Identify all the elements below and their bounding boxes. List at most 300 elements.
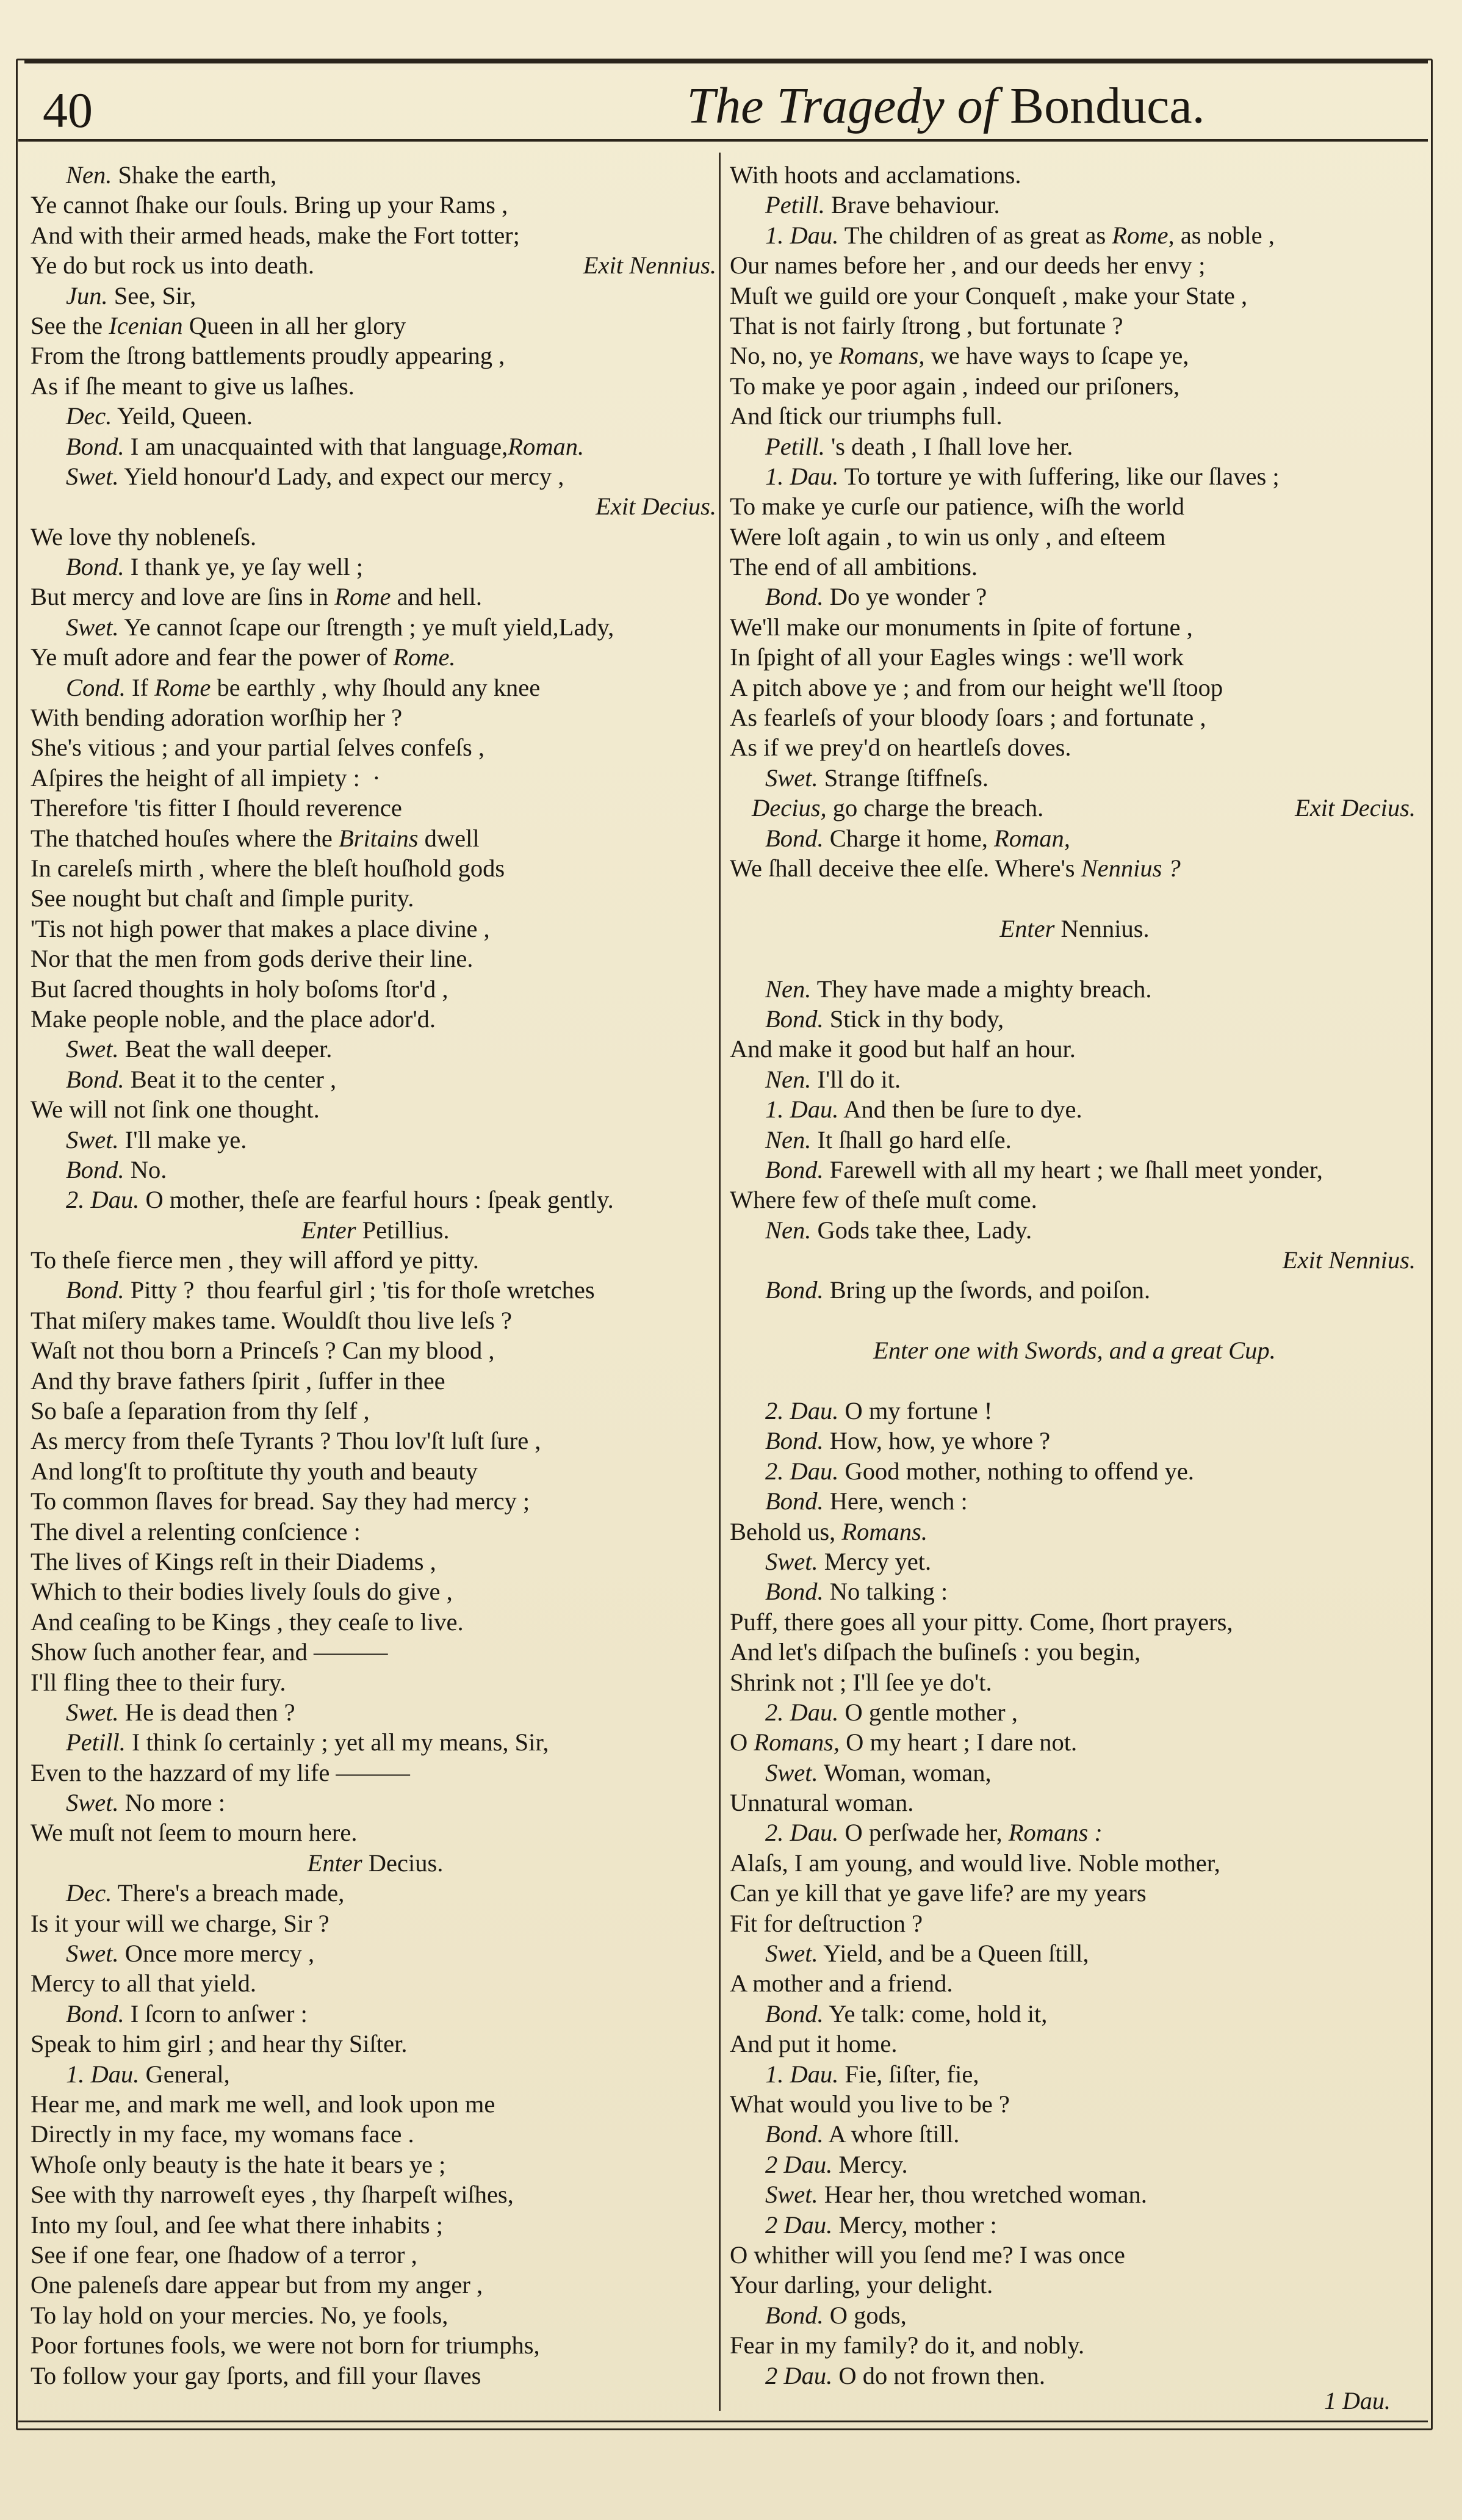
speech-line: [730, 2119, 1419, 2149]
verse-line: [730, 642, 1419, 672]
speech-text: Farewell with all my heart ; we ſhall meet yonder,: [829, 1155, 1323, 1183]
verse-line: [31, 974, 720, 1004]
verse-line: [730, 673, 1419, 702]
verse-text: Our names before her , and our deeds her envy ;: [730, 251, 1206, 280]
stage-direction-enter-word: Enter: [999, 914, 1055, 942]
right-column: [730, 160, 1419, 2391]
verse-line: [31, 2300, 720, 2330]
stage-direction-enter-word: Enter: [307, 1849, 362, 1877]
verse-text: Show ſuch another fear, and ———: [31, 1638, 388, 1666]
verse-line: [31, 1366, 720, 1396]
speech-text: Yield, and be a Queen ſtill,: [823, 1940, 1089, 1968]
verse-line: [730, 1878, 1419, 1908]
verse-line: [31, 793, 720, 823]
speech-line: [730, 1125, 1419, 1155]
verse-text: Directly in my face, my womans face .: [31, 2120, 414, 2148]
stage-direction-exit: [31, 491, 720, 521]
verse-line: [730, 732, 1419, 762]
verse-text: See if one fear, one ſhadow of a terror ,: [31, 2240, 417, 2269]
speech-line: [31, 1697, 720, 1727]
speaker-name: Decius,: [752, 794, 827, 822]
speech-text: Good mother, nothing to offend ye.: [844, 1457, 1194, 1485]
speech-line: [730, 1938, 1419, 1968]
speech-text: Shake the earth,: [118, 161, 277, 189]
speaker-name: Petill.: [765, 191, 825, 219]
speaker-name: Swet.: [765, 1758, 818, 1786]
verse-text: Fit for deſtruction ?: [730, 1909, 923, 1937]
verse-line-with-exit: [31, 250, 720, 280]
verse-line: [31, 1637, 720, 1667]
verse-text: To make ye poor again , indeed our priſoners,: [730, 372, 1180, 400]
verse-line: [31, 1758, 720, 1788]
verse-text: 'Tis not high power that makes a place divine ,: [31, 914, 490, 942]
speaker-name: Bond.: [765, 583, 824, 611]
speech-text: Fie, ſiſter, fie,: [844, 2060, 979, 2088]
verse-line: [31, 1335, 720, 1365]
speaker-name: Swet.: [765, 764, 818, 792]
speech-text: Charge it home,: [829, 824, 994, 852]
speaker-name: Swet.: [66, 462, 119, 490]
speech-text: O gentle mother ,: [844, 1698, 1018, 1726]
verse-line: [31, 883, 720, 913]
verse-text: Were loſt again , to win us only , and eſteem: [730, 522, 1166, 551]
verse-text: I'll fling thee to their fury.: [31, 1668, 286, 1696]
verse-text: The thatched houſes where the: [31, 824, 339, 852]
speaker-name: Bond.: [66, 1999, 124, 2027]
verse-text: See with thy narroweſt eyes , thy ſharpeſt wiſhes,: [31, 2181, 514, 2209]
running-title-italic: The Tragedy of: [686, 78, 998, 134]
speech-line: [730, 974, 1419, 1004]
speaker-name: Swet.: [765, 1547, 818, 1575]
speech-line: [730, 2150, 1419, 2179]
speaker-name: Swet.: [66, 1940, 119, 1968]
speech-text: No talking :: [829, 1578, 948, 1606]
verse-text: Mercy to all that yield.: [31, 1969, 257, 1998]
speech-text: Beat the wall deeper.: [124, 1035, 333, 1063]
verse-line: [31, 1396, 720, 1426]
speaker-name: 2. Dau.: [765, 1397, 839, 1425]
verse-text: To make ye curſe our patience, wiſh the world: [730, 493, 1185, 521]
verse-text: The divel a relenting conſcience :: [31, 1517, 361, 1545]
verse-line: [730, 2089, 1419, 2119]
speech-line: [730, 1396, 1419, 1426]
speech-line: [31, 1275, 720, 1305]
speech-line: [730, 1456, 1419, 1486]
speech-line: [730, 1275, 1419, 1305]
speaker-name: Jun.: [66, 281, 108, 309]
speech-line: [730, 190, 1419, 220]
verse-text: Poor fortunes fools, we were not born for triumphs,: [31, 2331, 540, 2359]
verse-line: [31, 853, 720, 883]
verse-text: Waſt not thou born a Princeſs ? Can my blood ,: [31, 1337, 495, 1365]
verse-text: Fear in my family? do it, and nobly.: [730, 2331, 1085, 2359]
speech-text: No more :: [124, 1789, 225, 1817]
speech-text: Mercy, mother :: [838, 2211, 997, 2239]
verse-text: Into my ſoul, and ſee what there inhabits ;: [31, 2211, 443, 2239]
speaker-name: 1. Dau.: [765, 462, 839, 490]
speech-line: [31, 552, 720, 582]
verse-text: Shrink not ; I'll ſee ye do't.: [730, 1668, 992, 1696]
speech-text: Pitty ? thou fearful girl ; 'tis for thoſe wretches: [130, 1276, 595, 1304]
speaker-name: 1. Dau.: [765, 1096, 839, 1124]
verse-text: In ſpight of all your Eagles wings : we'll work: [730, 643, 1184, 671]
verse-line: [31, 1818, 720, 1847]
speech-text: Do ye wonder ?: [829, 583, 987, 611]
italic-word: Romans,: [838, 342, 925, 370]
speech-line: [31, 1878, 720, 1908]
verse-line: [730, 1034, 1419, 1064]
speech-text: Ye talk: come, hold it,: [829, 1999, 1048, 2027]
verse-line: [31, 1607, 720, 1637]
speech-text: And then be ſure to dye.: [843, 1096, 1082, 1124]
speech-text: If: [132, 673, 155, 701]
verse-text: Ye do but rock us into death.: [31, 251, 314, 280]
verse-line: [31, 1004, 720, 1034]
verse-line: [31, 311, 720, 341]
speaker-name: 1. Dau.: [765, 221, 839, 249]
verse-line: [730, 160, 1419, 190]
speaker-name: Bond.: [765, 1005, 824, 1033]
speech-text: O my fortune !: [844, 1397, 993, 1425]
speech-line-with-exit: [730, 793, 1419, 823]
verse-text: And ceaſing to be Kings , they ceaſe to live.: [31, 1608, 464, 1636]
verse-line: [730, 853, 1419, 883]
speaker-name: Petill.: [765, 432, 825, 460]
speaker-name: Swet.: [66, 1035, 119, 1063]
running-title-roman: Bonduca.: [1010, 78, 1205, 134]
speech-text: Beat it to the center ,: [130, 1065, 337, 1093]
speech-text: The children of as great as: [844, 221, 1112, 249]
speech-line: [31, 1064, 720, 1094]
speech-text: Strange ſtiffneſs.: [824, 764, 988, 792]
speech-text: O mother, theſe are fearful hours : ſpeak gently.: [145, 1186, 614, 1214]
speech-text: Mercy.: [838, 2150, 908, 2178]
verse-line: [730, 281, 1419, 311]
speaker-name: Cond.: [66, 673, 126, 701]
verse-text: Is it your will we charge, Sir ?: [31, 1909, 329, 1937]
verse-text-tail: dwell: [418, 824, 480, 852]
stage-direction-enter: [730, 914, 1419, 944]
speaker-name: Bond.: [765, 824, 824, 852]
verse-text: That miſery makes tame. Wouldſt thou live leſs ?: [31, 1306, 512, 1334]
speech-text: Bring up the ſwords, and poiſon.: [829, 1276, 1151, 1304]
verse-line: [31, 1245, 720, 1275]
speech-text: I ſcorn to anſwer :: [130, 1999, 308, 2027]
verse-text: To follow your gay ſports, and fill your ſlaves: [31, 2361, 481, 2389]
verse-line: [31, 2270, 720, 2300]
stage-direction-text: Enter one with Swords, and a great Cup.: [873, 1337, 1276, 1365]
verse-text: And make it good but half an hour.: [730, 1035, 1076, 1063]
speech-text: There's a breach made,: [117, 1879, 345, 1907]
speech-text: Stick in thy body,: [829, 1005, 1004, 1033]
speaker-name: Petill.: [66, 1728, 126, 1756]
speech-line: [31, 160, 720, 190]
speech-text: I am unacquainted with that language,: [130, 432, 508, 460]
speech-text: Yield honour'd Lady, and expect our mercy ,: [124, 462, 564, 490]
speaker-name: Bond.: [765, 1155, 824, 1183]
verse-line: [730, 1727, 1419, 1757]
verse-line: [730, 1667, 1419, 1697]
verse-text: Aſpires the height of all impiety : ·: [31, 764, 381, 792]
speech-line: [31, 1185, 720, 1215]
speaker-name: 2. Dau.: [765, 1457, 839, 1485]
speaker-name: Bond.: [765, 2120, 824, 2148]
verse-line: [730, 1185, 1419, 1215]
speech-text: Hear her, thou wretched woman.: [824, 2181, 1147, 2209]
stage-direction-enter-word: Enter: [301, 1216, 356, 1244]
speech-line: [730, 1999, 1419, 2029]
speech-line: [730, 461, 1419, 491]
speech-line: [31, 1034, 720, 1064]
verse-text: Make people noble, and the place ador'd.: [31, 1005, 436, 1033]
verse-line: [31, 190, 720, 220]
verse-text: Muſt we guild ore your Conqueſt , make your State ,: [730, 281, 1248, 309]
italic-word: Romans,: [754, 1728, 840, 1756]
verse-text: A pitch above ye ; and from our height we'll ſtoop: [730, 673, 1223, 701]
speech-text: Yeild, Queen.: [117, 402, 253, 430]
verse-text: No, no, ye: [730, 342, 839, 370]
speech-line: [31, 1999, 720, 2029]
speaker-name: 2. Dau.: [66, 1186, 140, 1214]
stage-direction-name: Nennius.: [1060, 914, 1150, 942]
speaker-name: 2 Dau.: [765, 2361, 833, 2389]
speech-line: [730, 1064, 1419, 1094]
speech-line: [31, 1125, 720, 1155]
verse-text-tail: we have ways to ſcape ye,: [924, 342, 1189, 370]
speech-text: I'll make ye.: [124, 1125, 247, 1153]
speaker-name: Swet.: [765, 2181, 818, 2209]
verse-line: [31, 702, 720, 732]
verse-text: With bending adoration worſhip her ?: [31, 704, 403, 732]
speech-text-tail: as noble ,: [1174, 221, 1275, 249]
speech-line: [31, 401, 720, 431]
verse-line: [31, 2029, 720, 2059]
verse-text-tail: O my heart ; I dare not.: [840, 1728, 1078, 1756]
speech-text: It ſhall go hard elſe.: [817, 1125, 1012, 1153]
speaker-name: Swet.: [66, 1789, 119, 1817]
verse-line: [730, 552, 1419, 582]
verse-text: To common ſlaves for bread. Say they had mercy ;: [31, 1487, 530, 1515]
speaker-name: 2 Dau.: [765, 2211, 833, 2239]
speech-line: [730, 2059, 1419, 2089]
speech-text: He is dead then ?: [124, 1698, 295, 1726]
speech-text: O perſwade her,: [844, 1819, 1009, 1847]
blank-line: [730, 944, 1419, 973]
speaker-name: Bond.: [66, 432, 124, 460]
speaker-name: 2. Dau.: [765, 1698, 839, 1726]
verse-text: One paleneſs dare appear but from my anger ,: [31, 2271, 483, 2299]
verse-line: [31, 2150, 720, 2179]
verse-line: [31, 2330, 720, 2360]
speech-line: [730, 1697, 1419, 1727]
speaker-name: Nen.: [765, 1216, 812, 1244]
verse-text: Puff, there goes all your pitty. Come, ſhort prayers,: [730, 1608, 1233, 1636]
stage-direction-enter: [31, 1215, 720, 1245]
verse-text: In careleſs mirth , where the bleſt houſhold gods: [31, 854, 505, 882]
speech-line: [31, 431, 720, 461]
speaker-name: Bond.: [66, 1155, 124, 1183]
speech-text: Woman, woman,: [824, 1758, 992, 1786]
verse-text: We'll make our monuments in ſpite of fortune ,: [730, 613, 1193, 641]
speech-line: [730, 431, 1419, 461]
speech-text: Gods take thee, Lady.: [817, 1216, 1032, 1244]
verse-line: [31, 1486, 720, 1516]
speaker-name: Swet.: [66, 1125, 119, 1153]
verse-text: That is not fairly ſtrong , but fortunate ?: [730, 311, 1123, 339]
speaker-name: Bond.: [765, 2301, 824, 2329]
verse-line: [730, 1968, 1419, 1998]
speech-line: [730, 582, 1419, 612]
verse-text: Ye muſt adore and fear the power of: [31, 643, 394, 671]
speech-line: [730, 220, 1419, 250]
verse-text: We muſt not ſeem to mourn here.: [31, 1819, 358, 1847]
verse-line: [31, 914, 720, 944]
speech-line: [730, 1426, 1419, 1456]
verse-line: [730, 2270, 1419, 2300]
verse-line: [730, 2029, 1419, 2059]
verse-text: Unnatural woman.: [730, 1789, 914, 1817]
italic-word: Rome: [334, 583, 391, 611]
verse-text: See the: [31, 311, 109, 339]
speech-line: [730, 1094, 1419, 1124]
verse-text: Whoſe only beauty is the hate it bears ye ;: [31, 2150, 446, 2178]
speech-line: [730, 1004, 1419, 1034]
speech-line: [31, 1727, 720, 1757]
speaker-name: Nen.: [765, 1065, 812, 1093]
stage-direction-exit: [730, 1245, 1419, 1275]
speaker-name: Bond.: [765, 1487, 824, 1515]
verse-line: [31, 522, 720, 552]
stage-direction-enter: [31, 1848, 720, 1878]
stage-direction: [730, 1335, 1419, 1365]
speech-line: [730, 1547, 1419, 1576]
verse-text: As if ſhe meant to give us laſhes.: [31, 372, 355, 400]
verse-line: [730, 250, 1419, 280]
speech-text: O gods,: [829, 2301, 907, 2329]
speaker-name: Swet.: [66, 1698, 119, 1726]
verse-line: [31, 582, 720, 612]
verse-line: [730, 311, 1419, 341]
verse-line: [31, 642, 720, 672]
speaker-name: Swet.: [765, 1940, 818, 1968]
speech-text: go charge the breach.: [832, 794, 1044, 822]
verse-text: From the ſtrong battlements proudly appearing ,: [31, 342, 505, 370]
italic-word: Nennius ?: [1081, 854, 1181, 882]
italic-word: Romans :: [1008, 1819, 1103, 1847]
speech-text: Ye cannot ſcape our ſtrength ; ye muſt yield,Lady,: [124, 613, 614, 641]
speech-line: [730, 1758, 1419, 1788]
verse-text: And long'ſt to proſtitute thy youth and beauty: [31, 1457, 478, 1485]
speech-text: General,: [145, 2060, 230, 2088]
speaker-name: Bond.: [765, 1999, 824, 2027]
verse-line: [730, 2240, 1419, 2270]
verse-text: With hoots and acclamations.: [730, 161, 1021, 189]
speaker-name: Dec.: [66, 402, 112, 430]
speaker-name: Bond.: [66, 553, 124, 581]
stage-direction-text: Exit Decius.: [596, 493, 716, 521]
speech-text: See, Sir,: [113, 281, 196, 309]
speech-text: To torture ye with ſuffering, like our ſlaves ;: [844, 462, 1280, 490]
running-title: [488, 78, 1403, 134]
verse-line: [730, 1637, 1419, 1667]
speech-text-tail: be earthly , why ſhould any knee: [211, 673, 541, 701]
stage-direction-name: Decius.: [368, 1849, 444, 1877]
italic-word: Roman,: [993, 824, 1070, 852]
speech-line: [730, 2179, 1419, 2209]
speech-text: No.: [130, 1155, 167, 1183]
speaker-name: Swet.: [66, 613, 119, 641]
verse-text: What would you live to be ?: [730, 2090, 1010, 2118]
page-number: 40: [43, 82, 93, 138]
verse-line: [31, 1517, 720, 1547]
verse-line: [31, 220, 720, 250]
verse-text: A mother and a friend.: [730, 1969, 953, 1998]
speech-line: [31, 1155, 720, 1185]
verse-text: The lives of Kings reſt in their Diadems ,: [31, 1547, 436, 1575]
bottom-rule: [18, 2421, 1428, 2422]
speaker-name: 1. Dau.: [66, 2060, 140, 2088]
speaker-name: Nen.: [765, 975, 812, 1003]
verse-text: Alaſs, I am young, and would live. Noble mother,: [730, 1849, 1220, 1877]
verse-line: [31, 1908, 720, 1938]
speaker-name: 2 Dau.: [765, 2150, 833, 2178]
header-rule: [18, 139, 1428, 142]
verse-text: And with their armed heads, make the Fort totter;: [31, 221, 520, 249]
stage-direction-text: Exit Nennius.: [1282, 1246, 1416, 1274]
verse-line: [31, 2119, 720, 2149]
verse-text: As if we prey'd on heartleſs doves.: [730, 734, 1071, 762]
speaker-name: Nen.: [66, 161, 112, 189]
verse-line: [730, 702, 1419, 732]
verse-line: [730, 341, 1419, 370]
verse-line: [730, 1517, 1419, 1547]
verse-line: [730, 401, 1419, 431]
italic-word: Rome: [154, 673, 211, 701]
speech-line: [730, 2361, 1419, 2391]
speaker-name: Bond.: [765, 1276, 824, 1304]
speech-line: [730, 763, 1419, 793]
verse-line: [31, 732, 720, 762]
verse-text: Even to the hazzard of my life ———: [31, 1758, 410, 1786]
verse-line: [31, 1094, 720, 1124]
verse-line: [31, 1426, 720, 1456]
verse-line: [31, 371, 720, 401]
verse-line: [31, 2089, 720, 2119]
verse-text: And thy brave fathers ſpirit , ſuffer in thee: [31, 1367, 445, 1395]
catchword: 1 Dau.: [1324, 2387, 1391, 2414]
speech-line: [730, 1818, 1419, 1847]
speech-line: [31, 1938, 720, 1968]
speech-text: O do not frown then.: [838, 2361, 1045, 2389]
verse-line: [730, 1908, 1419, 1938]
verse-text: Where few of theſe muſt come.: [730, 1186, 1037, 1214]
verse-text: O whither will you ſend me? I was once: [730, 2240, 1125, 2269]
verse-text: O: [730, 1728, 754, 1756]
verse-text-tail: and hell.: [391, 583, 483, 611]
speech-text: They have made a mighty breach.: [816, 975, 1152, 1003]
verse-text: As fearleſs of your bloody ſoars ; and fortunate ,: [730, 704, 1206, 732]
speaker-name: Bond.: [765, 1578, 824, 1606]
speech-line: [31, 673, 720, 702]
verse-line: [730, 1607, 1419, 1637]
speech-line: [31, 1788, 720, 1818]
speech-line: [730, 1486, 1419, 1516]
left-column: [31, 160, 720, 2391]
speech-text: I think ſo certainly ; yet all my means, Sir,: [131, 1728, 549, 1756]
speech-line: [31, 281, 720, 311]
verse-line: [31, 1547, 720, 1576]
verse-text: And put it home.: [730, 2030, 898, 2058]
